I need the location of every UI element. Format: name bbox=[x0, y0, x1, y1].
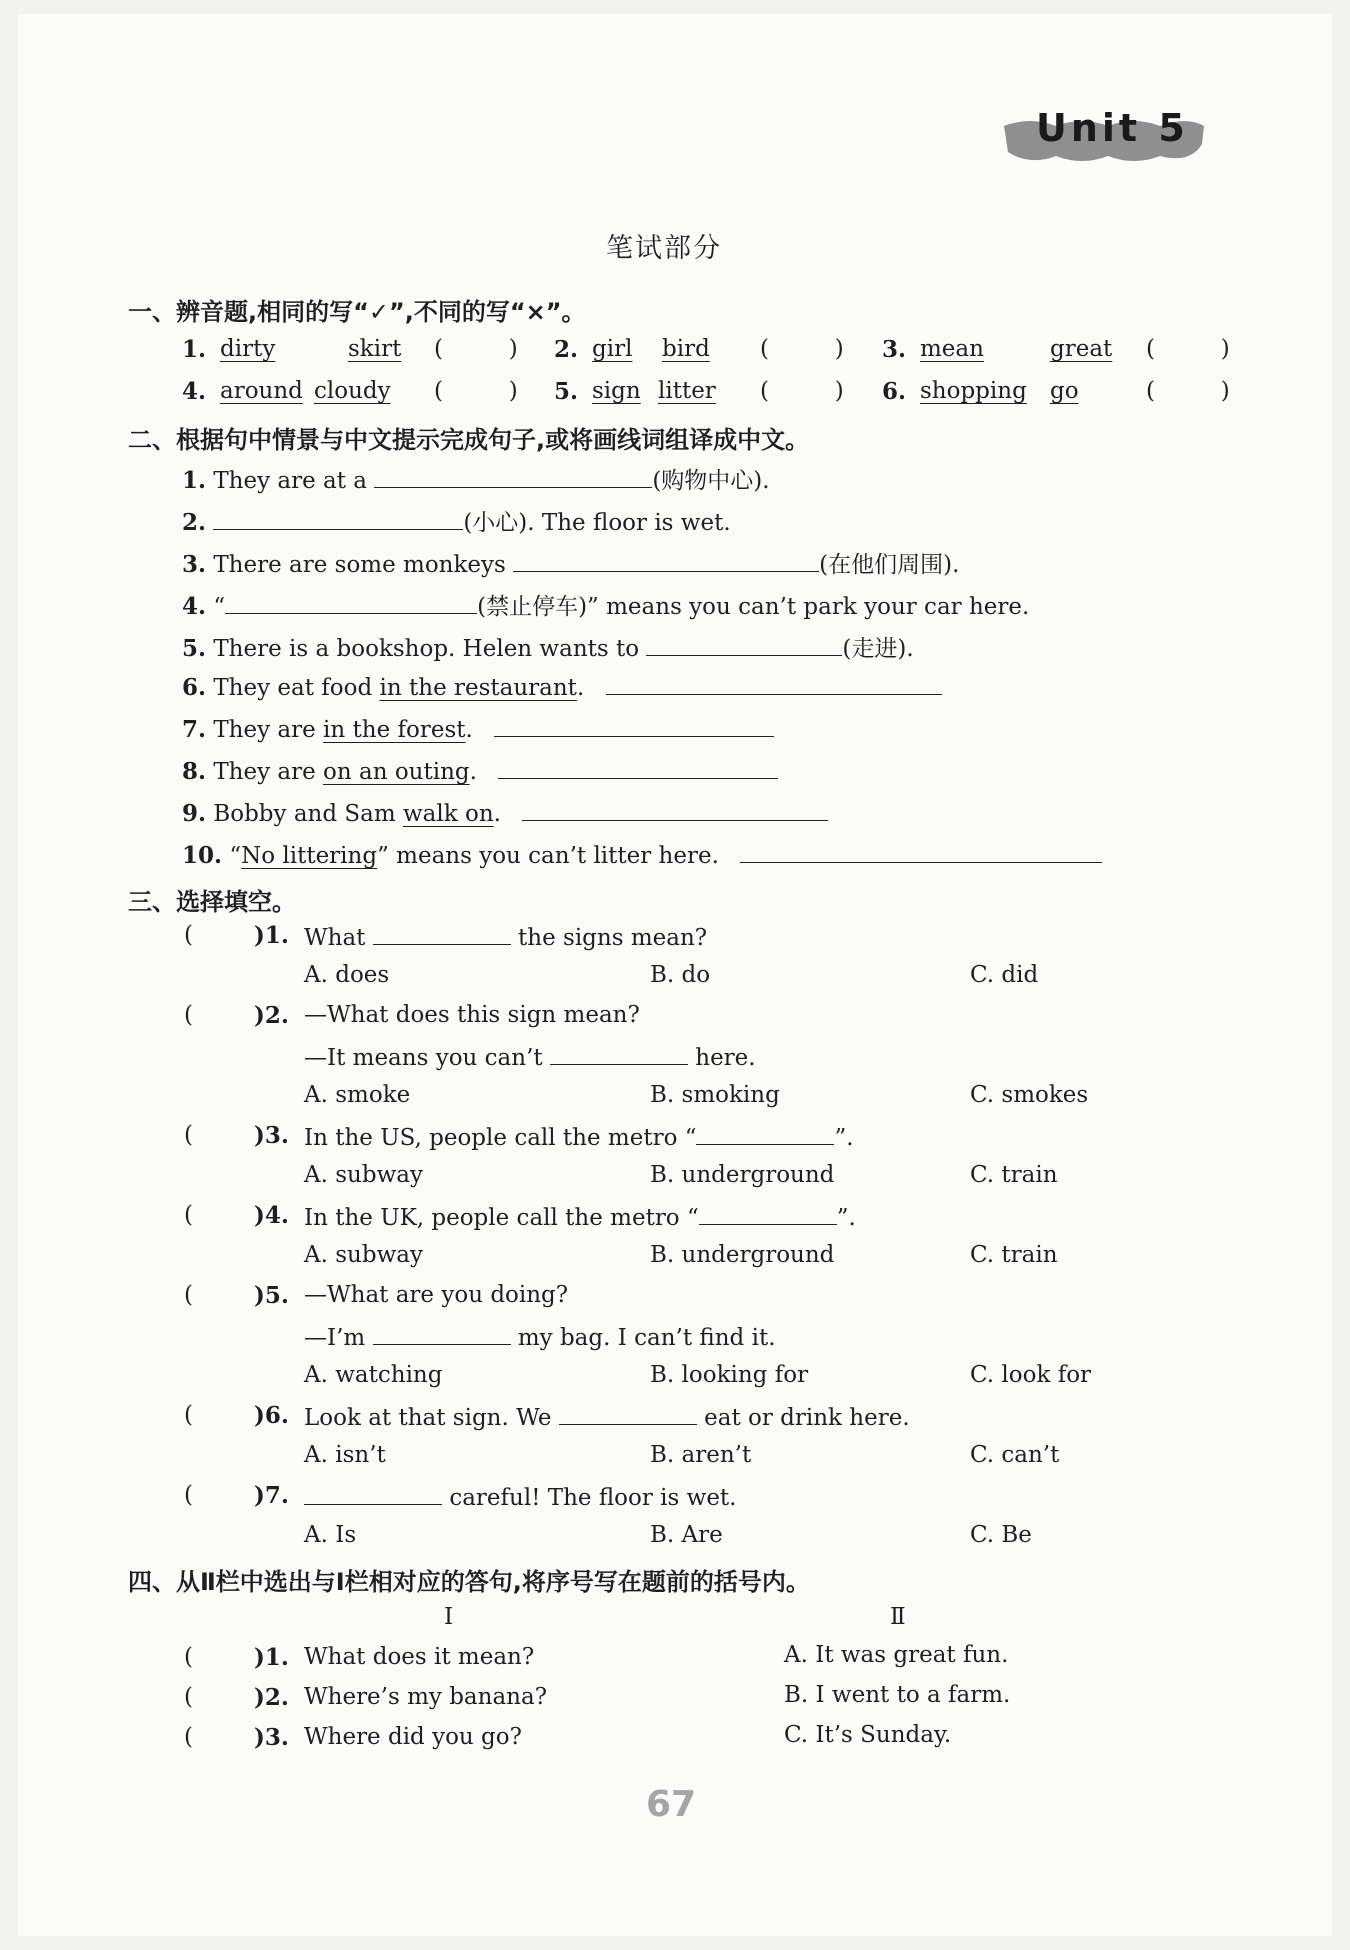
answer-blank[interactable] bbox=[550, 1042, 688, 1065]
s2-item-2 bbox=[182, 504, 731, 537]
s4-right-c: C. It’s Sunday. bbox=[784, 1722, 952, 1748]
s3-q6-opt-c[interactable]: C. can’t bbox=[970, 1442, 1060, 1468]
s3-q5-opt-c[interactable]: C. look for bbox=[970, 1362, 1092, 1388]
s2-text: There is a bookshop. Helen wants to bbox=[213, 636, 640, 662]
answer-paren[interactable]: ( ) bbox=[1146, 378, 1230, 404]
answer-blank[interactable] bbox=[513, 549, 819, 572]
answer-blank[interactable] bbox=[373, 922, 511, 945]
s2-text: “ bbox=[229, 843, 242, 869]
s3-q-text: —What does this sign mean? bbox=[304, 1002, 640, 1028]
section1-title: 一、辨音题,相同的写“✓”,不同的写“×”。 bbox=[128, 298, 586, 326]
s4-q-num: )1. bbox=[254, 1644, 289, 1671]
s3-q6-opt-b[interactable]: B. aren’t bbox=[650, 1442, 752, 1468]
s2-text: . bbox=[493, 801, 501, 827]
s3-q-text: careful! The floor is wet. bbox=[304, 1482, 737, 1511]
s2-item-7 bbox=[182, 714, 774, 743]
s2-item-1 bbox=[182, 462, 770, 495]
s3-q3-opt-b[interactable]: B. underground bbox=[650, 1162, 835, 1188]
s3-q-num: )1. bbox=[254, 922, 289, 949]
s2-text: ” means you can’t litter here. bbox=[377, 843, 719, 869]
s1-word1: mean bbox=[920, 336, 984, 362]
answer-blank[interactable] bbox=[494, 714, 774, 737]
answer-paren[interactable]: ( ) bbox=[760, 378, 844, 404]
unit-label: Unit 5 bbox=[1036, 106, 1189, 150]
s1-item-num: 4. bbox=[182, 378, 207, 405]
s2-item-4 bbox=[182, 588, 1029, 621]
s1-item-2 bbox=[554, 336, 844, 363]
s1-word2: cloudy bbox=[314, 378, 391, 404]
s3-q7-opt-a[interactable]: A. Is bbox=[304, 1522, 357, 1548]
s4-right-b: B. I went to a farm. bbox=[784, 1682, 1011, 1708]
s1-word2: bird bbox=[662, 336, 710, 362]
answer-paren[interactable]: ( ) bbox=[434, 336, 518, 362]
answer-blank[interactable] bbox=[498, 756, 778, 779]
s3-q6-opt-a[interactable]: A. isn’t bbox=[304, 1442, 386, 1468]
answer-blank[interactable] bbox=[740, 840, 1102, 863]
s2-hint: (禁止停车)” bbox=[477, 594, 599, 620]
s1-item-5 bbox=[554, 378, 844, 405]
answer-paren-open[interactable]: ( bbox=[184, 1202, 193, 1228]
answer-paren-open[interactable]: ( bbox=[184, 1282, 193, 1308]
s2-text: . bbox=[465, 717, 473, 743]
s4-q-text: Where did you go? bbox=[304, 1724, 522, 1750]
column-2-heading: Ⅱ bbox=[890, 1604, 906, 1630]
s1-item-1 bbox=[182, 336, 518, 363]
s3-q-text: —What are you doing? bbox=[304, 1282, 569, 1308]
s2-item-8 bbox=[182, 756, 778, 785]
s3-q-num: )5. bbox=[254, 1282, 289, 1309]
s2-item-10 bbox=[182, 840, 1102, 869]
s3-q1-opt-b[interactable]: B. do bbox=[650, 962, 711, 988]
section3-title: 三、选择填空。 bbox=[128, 888, 296, 916]
s1-item-num: 2. bbox=[554, 336, 579, 363]
s4-left-2 bbox=[184, 1684, 548, 1711]
answer-paren-open[interactable]: ( bbox=[184, 1402, 193, 1428]
page-number: 67 bbox=[646, 1784, 697, 1825]
s1-item-num: 3. bbox=[882, 336, 907, 363]
s1-item-4 bbox=[182, 378, 518, 405]
s4-q-num: )2. bbox=[254, 1684, 289, 1711]
s2-text: . bbox=[469, 759, 477, 785]
s3-q-text: In the UK, people call the metro “ ”. bbox=[304, 1202, 856, 1231]
s3-q5-opt-b[interactable]: B. looking for bbox=[650, 1362, 809, 1388]
s1-item-3 bbox=[882, 336, 1230, 363]
s4-left-3 bbox=[184, 1724, 522, 1751]
s2-item-num: 7. bbox=[182, 716, 207, 743]
answer-paren-open[interactable]: ( bbox=[184, 1644, 193, 1670]
part-title: 笔试部分 bbox=[606, 233, 722, 264]
s2-item-9 bbox=[182, 798, 828, 827]
s2-text: They are bbox=[213, 759, 316, 785]
s2-text: They eat food bbox=[213, 675, 373, 701]
s3-q3 bbox=[184, 1122, 854, 1151]
s1-word2: skirt bbox=[348, 336, 402, 362]
s3-q-num: )4. bbox=[254, 1202, 289, 1229]
s3-q1 bbox=[184, 922, 708, 951]
s3-q4 bbox=[184, 1202, 856, 1231]
s3-q1-opt-a[interactable]: A. does bbox=[304, 962, 390, 988]
s1-item-num: 5. bbox=[554, 378, 579, 405]
s1-word2: go bbox=[1050, 378, 1079, 404]
answer-blank[interactable] bbox=[225, 591, 477, 614]
s2-hint: (小心). bbox=[463, 510, 535, 536]
answer-blank[interactable] bbox=[606, 672, 942, 695]
s4-q-text: What does it mean? bbox=[304, 1644, 535, 1670]
s3-q1-opt-c[interactable]: C. did bbox=[970, 962, 1039, 988]
s2-text: There are some monkeys bbox=[213, 552, 506, 578]
s2-item-6 bbox=[182, 672, 942, 701]
s3-q3-opt-c[interactable]: C. train bbox=[970, 1162, 1058, 1188]
s2-text: They are at a bbox=[213, 468, 368, 494]
s2-item-num: 9. bbox=[182, 800, 207, 827]
s2-item-5 bbox=[182, 630, 914, 663]
s2-underlined-phrase: walk on bbox=[402, 801, 494, 827]
s2-item-num: 8. bbox=[182, 758, 207, 785]
s3-q2-opt-b[interactable]: B. smoking bbox=[650, 1082, 780, 1108]
s3-q7-opt-c[interactable]: C. Be bbox=[970, 1522, 1032, 1548]
s2-item-num: 1. bbox=[182, 467, 207, 494]
s2-item-num: 2. bbox=[182, 509, 207, 536]
s3-q-num: )6. bbox=[254, 1402, 289, 1429]
s2-hint: (走进). bbox=[842, 636, 914, 662]
s2-item-num: 10. bbox=[182, 842, 223, 869]
s3-q2-line2: —It means you can’t here. bbox=[304, 1042, 756, 1071]
answer-paren-open[interactable]: ( bbox=[184, 1002, 193, 1028]
section4-title: 四、从Ⅱ栏中选出与Ⅰ栏相对应的答句,将序号写在题前的括号内。 bbox=[128, 1568, 810, 1596]
answer-paren[interactable]: ( ) bbox=[760, 336, 844, 362]
s2-text: They are bbox=[213, 717, 316, 743]
s3-q4-opt-c[interactable]: C. train bbox=[970, 1242, 1058, 1268]
s3-q-num: )3. bbox=[254, 1122, 289, 1149]
s2-item-3 bbox=[182, 546, 959, 579]
s2-underlined-phrase: in the forest bbox=[323, 717, 466, 743]
answer-blank[interactable] bbox=[559, 1402, 697, 1425]
answer-blank[interactable] bbox=[696, 1122, 834, 1145]
s1-item-num: 6. bbox=[882, 378, 907, 405]
section2-title: 二、根据句中情景与中文提示完成句子,或将画线词组译成中文。 bbox=[128, 426, 810, 454]
s3-q4-opt-b[interactable]: B. underground bbox=[650, 1242, 835, 1268]
s2-item-num: 5. bbox=[182, 635, 207, 662]
answer-blank[interactable] bbox=[374, 465, 652, 488]
s2-text: . bbox=[576, 675, 585, 701]
s3-q-text: In the US, people call the metro “ ”. bbox=[304, 1122, 854, 1151]
s4-q-text: Where’s my banana? bbox=[304, 1684, 548, 1710]
s3-q2-opt-a[interactable]: A. smoke bbox=[304, 1082, 411, 1108]
s1-word2: litter bbox=[658, 378, 716, 404]
s2-text: “ bbox=[213, 594, 226, 620]
s1-word2: great bbox=[1050, 336, 1113, 362]
s3-q7-opt-b[interactable]: B. Are bbox=[650, 1522, 723, 1548]
s3-q5-line2: —I’m my bag. I can’t find it. bbox=[304, 1322, 776, 1351]
s2-hint: (在他们周围). bbox=[819, 552, 960, 578]
s1-word1: sign bbox=[592, 378, 641, 404]
s2-underlined-phrase: on an outing bbox=[323, 759, 470, 785]
s3-q2 bbox=[184, 1002, 640, 1029]
s1-word1: girl bbox=[592, 336, 633, 362]
answer-blank[interactable] bbox=[373, 1322, 511, 1345]
s3-q7 bbox=[184, 1482, 737, 1511]
answer-blank[interactable] bbox=[699, 1202, 837, 1225]
s1-word1: shopping bbox=[920, 378, 1027, 404]
s3-q5-opt-a[interactable]: A. watching bbox=[304, 1362, 443, 1388]
answer-paren[interactable]: ( ) bbox=[1146, 336, 1230, 362]
s3-q5 bbox=[184, 1282, 569, 1309]
s4-q-num: )3. bbox=[254, 1724, 289, 1751]
answer-paren-open[interactable]: ( bbox=[184, 1724, 193, 1750]
answer-paren-open[interactable]: ( bbox=[184, 922, 193, 948]
answer-paren[interactable]: ( ) bbox=[434, 378, 518, 404]
s1-word1: dirty bbox=[220, 336, 276, 362]
answer-blank[interactable] bbox=[646, 633, 842, 656]
s1-word1: around bbox=[220, 378, 303, 404]
s3-q-num: )2. bbox=[254, 1002, 289, 1029]
s2-underlined-phrase: in the restaurant bbox=[379, 675, 577, 701]
column-1-heading: Ⅰ bbox=[444, 1604, 454, 1630]
s3-q-text: Look at that sign. We eat or drink here. bbox=[304, 1402, 910, 1431]
s3-q-text: What the signs mean? bbox=[304, 922, 707, 951]
answer-paren-open[interactable]: ( bbox=[184, 1684, 193, 1710]
s1-item-num: 1. bbox=[182, 336, 207, 363]
s3-q-num: )7. bbox=[254, 1482, 289, 1509]
s1-item-6 bbox=[882, 378, 1230, 405]
s3-q2-opt-c[interactable]: C. smokes bbox=[970, 1082, 1089, 1108]
s2-hint: (购物中心). bbox=[652, 468, 770, 494]
s2-item-num: 4. bbox=[182, 593, 207, 620]
s2-text: The floor is wet. bbox=[541, 510, 731, 536]
s3-q3-opt-a[interactable]: A. subway bbox=[304, 1162, 423, 1188]
answer-blank[interactable] bbox=[304, 1482, 442, 1505]
s3-q6 bbox=[184, 1402, 910, 1431]
s2-underlined-phrase: No littering bbox=[241, 843, 378, 869]
answer-blank[interactable] bbox=[213, 507, 463, 530]
unit-badge bbox=[1000, 106, 1210, 164]
s3-q4-opt-a[interactable]: A. subway bbox=[304, 1242, 423, 1268]
s4-left-1 bbox=[184, 1644, 535, 1671]
s4-right-a: A. It was great fun. bbox=[784, 1642, 1009, 1668]
s2-item-num: 6. bbox=[182, 674, 207, 701]
answer-paren-open[interactable]: ( bbox=[184, 1482, 193, 1508]
s2-text: Bobby and Sam bbox=[213, 801, 396, 827]
answer-paren-open[interactable]: ( bbox=[184, 1122, 193, 1148]
answer-blank[interactable] bbox=[522, 798, 828, 821]
s2-item-num: 3. bbox=[182, 551, 207, 578]
s2-text: means you can’t park your car here. bbox=[606, 594, 1030, 620]
